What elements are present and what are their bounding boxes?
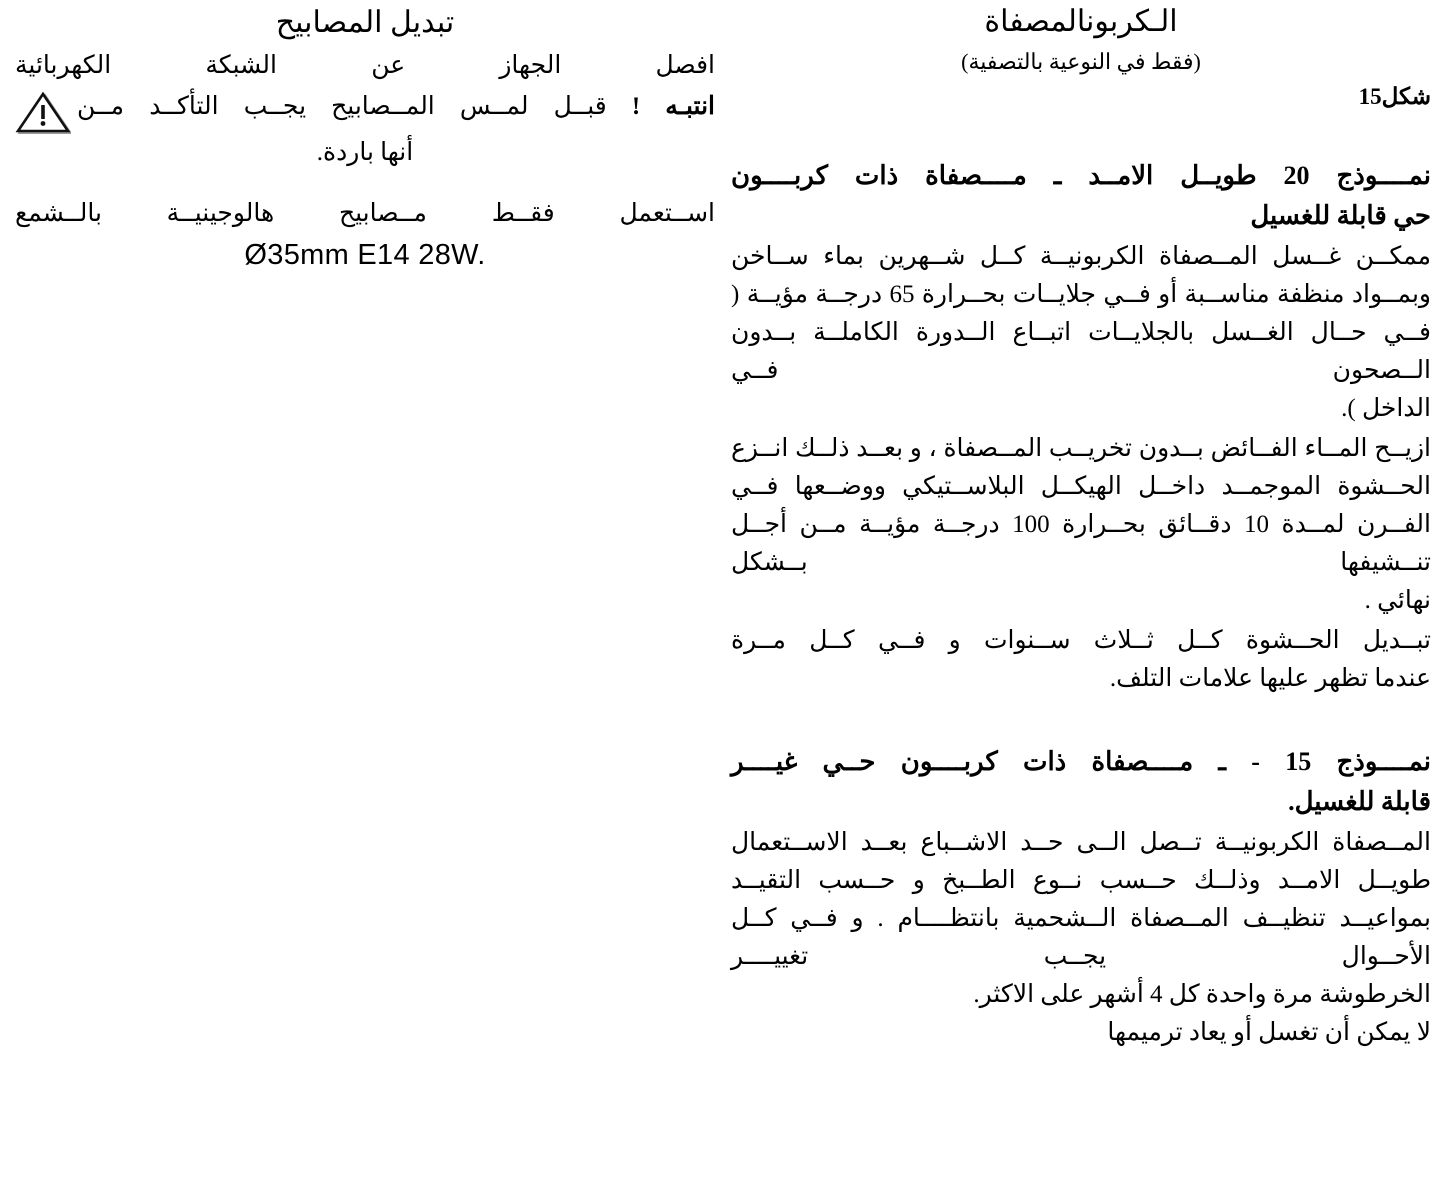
warning-triangle-icon [15, 90, 71, 134]
section-one-paragraph-3 [731, 622, 1431, 698]
section-one-heading-line-1: نمــــوذج 20 طويــل الامــد ـ مــــصفاة ذات كربــــون [731, 161, 1432, 190]
left-column-title: تبديل المصابيح [275, 6, 455, 39]
section-one-heading-line-2: حي قابلة للغسيل [1250, 201, 1431, 230]
warning-body: قبــل لمــس المــصابيح يجــب التأكــد مــن [77, 93, 607, 120]
paragraph-tail: نهائي . [1364, 587, 1431, 614]
paragraph-body: تبــديل الحــشوة كــل ثــلاث ســنوات و فــي كــل مــرة [731, 627, 1431, 654]
section-one-paragraph-1 [731, 238, 1431, 428]
section-two-heading-line-1: نمــــوذج 15 - ـ مــــصفاة ذات كربــــون حــي غيــــر [731, 747, 1431, 776]
paragraph-body: ازيــح المــاء الفــائض بــدون تخريــب المــصفاة ، و بعــد ذلــك انــزع الحــشوة الموجمــد داخــل الهيكــل البلاســتيكي ووضــعها فــي الفــرن لمــدة 10 دقــائق بحــرارة 100 درجــة مؤيــة مــن أجــل تنــشيفها بــشكل [731, 435, 1431, 576]
section-two-heading-line-2: قابلة للغسيل. [1288, 787, 1431, 816]
paragraph-tail: عندما تظهر عليها علامات التلف. [1109, 665, 1431, 692]
paragraph-body: المــصفاة الكربونيــة تــصل الــى حــد الاشــباع بعــد الاســتعمال طويــل الامــد وذلــك حــسب نــوع الطــبخ و حــسب التقيــد بمواعيــد تنظيــف المــصفاة الــشحمية بانتظــــام . و فــي كــل الأحــوال يجــب تغييــــر [731, 829, 1431, 970]
warning-text [77, 88, 715, 126]
figure-label: 15شكل [1358, 84, 1431, 109]
warning-tail: أنها باردة. [316, 139, 414, 166]
warning-prefix: انتبـه ! [631, 93, 715, 120]
disconnect-instruction: افصل الجهاز عن الشبكة الكهربائية [15, 52, 715, 79]
right-column-title: الـكربونالمصفاة [984, 5, 1178, 38]
warning-block [15, 88, 715, 134]
spacer [731, 114, 1431, 136]
left-column [15, 0, 715, 276]
right-column [731, 0, 1431, 1052]
paragraph-tail-2: لا يمكن أن تغسل أو يعاد ترميمها [1107, 1019, 1431, 1046]
right-column-subtitle: (فقط في النوعية بالتصفية) [961, 49, 1201, 74]
paragraph-tail: الداخل ). [1341, 395, 1431, 422]
spacer [15, 172, 715, 194]
section-two-paragraph-1 [731, 824, 1431, 1052]
paragraph-tail-1: الخرطوشة مرة واحدة كل 4 أشهر على الاكثر. [973, 981, 1431, 1008]
section-one-paragraph-2 [731, 430, 1431, 620]
paragraph-body: ممكــن غــسل المــصفاة الكربونيــة كــل شــهرين بماء ســاخن وبمــواد منظفة مناســبة أو فــي جلايــات بحــرارة 65 درجــة مؤيــة ( فــي حــال الغــسل بالجلايــات اتبــاع الــدورة الكاملــة بــدون الــصحون فــي [731, 243, 1431, 384]
lamp-type-note: اســتعمل فقــط مــصابيح هالوجينيــة بالــشمع [15, 200, 715, 227]
lamp-specification: Ø35mm E14 28W. [244, 239, 486, 271]
spacer [731, 698, 1431, 742]
